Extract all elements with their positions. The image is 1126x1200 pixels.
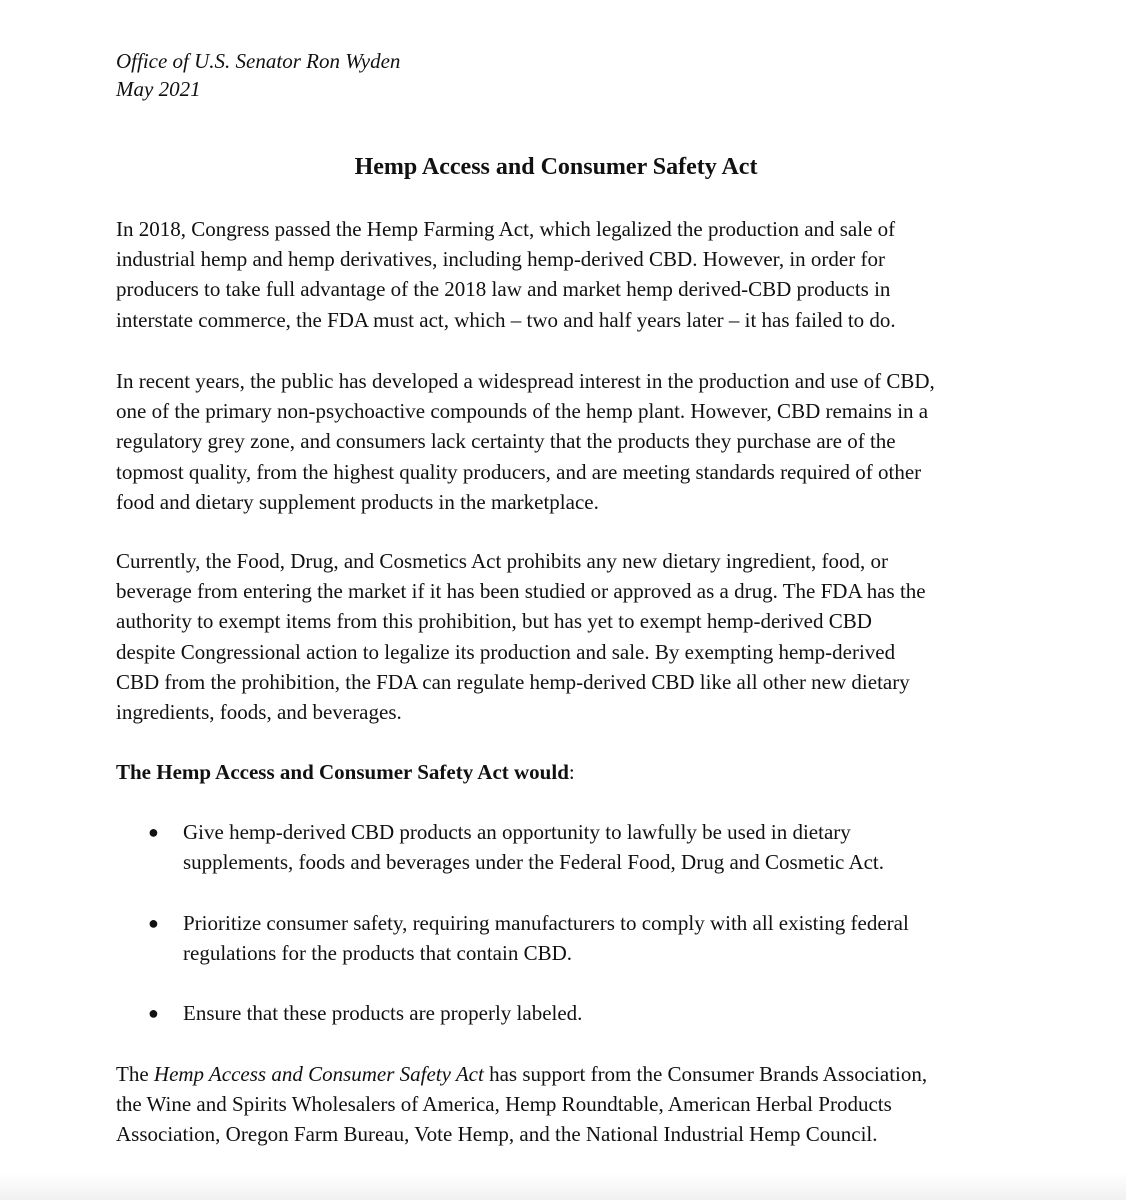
- bullet-text: [183, 998, 582, 1028]
- bullet-line: Ensure that these products are properly labeled.: [183, 1001, 583, 1025]
- paragraph-line: authority to exempt items from this prohibition, but has yet to exempt hemp-derived CBD: [116, 609, 872, 634]
- closing-line-1-rest: has support from the Consumer Brands Association,: [483, 1062, 928, 1086]
- bullet-line: Prioritize consumer safety, requiring manufacturers to comply with all existing federal: [183, 911, 909, 935]
- bullet-line: Give hemp-derived CBD products an opportunity to lawfully be used in dietary: [183, 820, 851, 844]
- paragraph-line: beverage from entering the market if it has been studied or approved as a drug. The FDA has the: [116, 579, 926, 604]
- bullet-icon: ●: [148, 822, 159, 842]
- provisions-heading-bold: The Hemp Access and Consumer Safety Act would: [116, 760, 569, 784]
- act-name-italic: Hemp Access and Consumer Safety Act: [153, 1062, 484, 1086]
- bullet-line: supplements, foods and beverages under the Federal Food, Drug and Cosmetic Act.: [183, 850, 885, 875]
- paragraph-line: Currently, the Food, Drug, and Cosmetics Act prohibits any new dietary ingredient, food, or: [116, 549, 888, 573]
- bullet-icon: ●: [148, 1003, 159, 1023]
- closing-line-1: [116, 1059, 927, 1089]
- paragraph-line: one of the primary non-psychoactive compounds of the hemp plant. However, CBD remains in a: [116, 399, 929, 424]
- bullet-line: regulations for the products that contain CBD.: [183, 941, 573, 966]
- paragraph-line: food and dietary supplement products in the marketplace.: [116, 489, 599, 514]
- closing-line: Association, Oregon Farm Bureau, Vote Hemp, and the National Industrial Hemp Council.: [116, 1122, 878, 1147]
- paragraph-line: regulatory grey zone, and consumers lack certainty that the products they purchase are of the: [116, 429, 896, 454]
- office-line: Office of U.S. Senator Ron Wyden: [116, 49, 401, 73]
- paragraph-1: [116, 214, 896, 335]
- paragraph-2: [116, 366, 935, 517]
- provisions-heading: [116, 757, 575, 787]
- paragraph-line: ingredients, foods, and beverages.: [116, 700, 402, 725]
- paragraph-line: In 2018, Congress passed the Hemp Farming Act, which legalized the production and sale of: [116, 217, 896, 241]
- paragraph-line: CBD from the prohibition, the FDA can regulate hemp-derived CBD like all other new dietary: [116, 669, 910, 694]
- page-bottom-edge: [0, 1172, 1126, 1200]
- paragraph-line: producers to take full advantage of the 2018 law and market hemp derived-CBD products in: [116, 277, 891, 302]
- paragraph-line: despite Congressional action to legalize its production and sale. By exempting hemp-derived: [116, 639, 896, 664]
- document-header: [116, 47, 400, 103]
- provisions-heading-colon: :: [568, 760, 575, 784]
- bullet-text: [183, 817, 884, 877]
- paragraph-3: [116, 546, 926, 727]
- closing-prefix: The: [116, 1062, 154, 1086]
- paragraph-line: In recent years, the public has developed a widespread interest in the production and use of CBD,: [116, 369, 935, 393]
- paragraph-line: interstate commerce, the FDA must act, which – two and half years later – it has failed to do.: [116, 307, 896, 332]
- bullet-text: [183, 908, 909, 968]
- date-line: May 2021: [116, 77, 201, 101]
- document-title: Hemp Access and Consumer Safety Act: [354, 154, 758, 180]
- bullet-icon: ●: [148, 913, 159, 933]
- closing-paragraph: [116, 1059, 927, 1150]
- paragraph-line: industrial hemp and hemp derivatives, including hemp-derived CBD. However, in order for: [116, 247, 885, 272]
- closing-line: the Wine and Spirits Wholesalers of America, Hemp Roundtable, American Herbal Products: [116, 1092, 892, 1117]
- paragraph-line: topmost quality, from the highest quality producers, and are meeting standards required of other: [116, 459, 922, 484]
